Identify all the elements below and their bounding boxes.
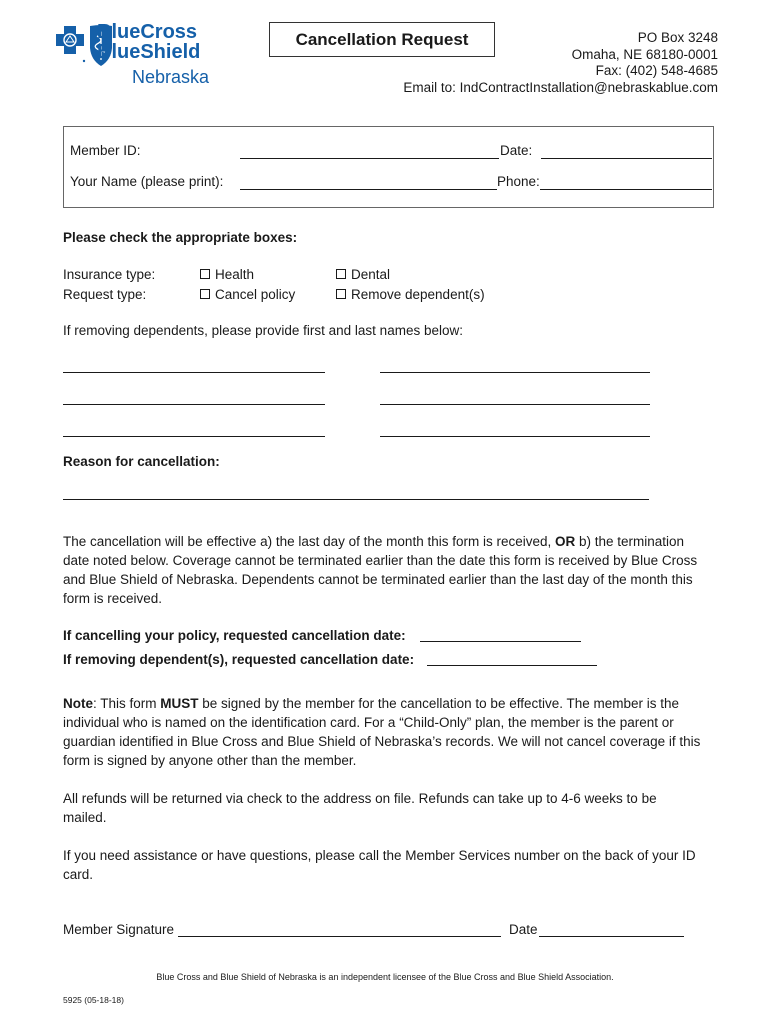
effective-paragraph [63,532,708,608]
dependent-date-field[interactable] [427,665,597,666]
dependent-name-field-1[interactable] [63,372,325,373]
note-text-1: : This form [93,696,161,711]
phone-label: Phone: [497,174,540,189]
remove-dependents-checkbox[interactable] [336,289,346,299]
city-state-zip: Omaha, NE 68180-0001 [571,46,718,62]
note-paragraph [63,694,713,770]
dental-checkbox[interactable] [336,269,346,279]
reason-field[interactable] [63,499,649,500]
dependents-instruction: If removing dependents, please provide first and last names below: [63,323,463,338]
cancel-policy-checkbox[interactable] [200,289,210,299]
cancel-policy-label: Cancel policy [215,287,296,302]
dependent-name-field-4[interactable] [380,404,650,405]
signature-date-field[interactable] [539,936,684,937]
date-field[interactable] [541,158,712,159]
effective-text-2: b) the termination date noted below. Coverage cannot be terminated earlier than the date this form is received by Blue Cross and Blue Shield of Nebraska. Dependents cannot be terminated earlier than the last day of the month this form is received. [63,534,698,606]
note-must: MUST [160,696,199,711]
assistance-paragraph: If you need assistance or have questions, please call the Member Services number on the back of your ID card. [63,848,696,882]
dependent-date-label: If removing dependent(s), requested cancellation date: [63,652,415,667]
note-text-2: be signed by the member for the cancellation to be effective. The member is the individual who is named on the identification card. For a “Child-Only” plan, the member is the parent or guardian identified in Blue Cross and Blue Shield of Nebraska’s records. We will not cancel coverage if this form is signed by anyone other than the member. [63,696,701,768]
dependent-name-field-3[interactable] [63,404,325,405]
member-signature-label: Member Signature [63,922,175,937]
health-label: Health [215,267,255,282]
name-field[interactable] [240,189,497,190]
signature-date-label: Date [509,922,538,937]
note-label: Note [63,696,93,711]
email-address: Email to: IndContractInstallation@nebraskablue.com [403,79,718,95]
policy-date-label: If cancelling your policy, requested cancellation date: [63,628,406,643]
checkbox-heading: Please check the appropriate boxes: [63,230,298,245]
licensee-note: Blue Cross and Blue Shield of Nebraska is an independent licensee of the Blue Cross and Blue Shield Association. [156,972,614,982]
health-checkbox[interactable] [200,269,210,279]
request-type-label: Request type: [63,287,147,302]
member-signature-field[interactable] [178,936,501,937]
dental-label: Dental [351,267,391,282]
policy-date-field[interactable] [420,641,581,642]
effective-text-1: The cancellation will be effective a) the last day of the month this form is received, [63,534,555,549]
date-label: Date: [500,143,533,158]
remove-dependents-label: Remove dependent(s) [351,287,485,302]
reason-heading: Reason for cancellation: [63,454,220,469]
form-number: 5925 (05-18-18) [63,995,124,1005]
brand-line-1: BlueCross [97,21,198,43]
insurance-type-label: Insurance type: [63,267,156,282]
health-option[interactable] [200,267,254,282]
member-id-label: Member ID: [70,143,141,158]
effective-or: OR [555,534,576,549]
brand-line-2: BlueShield [97,41,201,63]
dependent-name-field-6[interactable] [380,436,650,437]
po-box: PO Box 3248 [637,30,718,45]
member-info-box [63,126,714,208]
brand-line-3: Nebraska [132,67,210,87]
fax-number: Fax: (402) 548-4685 [595,63,718,78]
phone-field[interactable] [540,189,712,190]
cancel-policy-option[interactable] [200,287,295,302]
member-id-field[interactable] [240,158,499,159]
page-title: Cancellation Request [269,22,495,57]
dental-option[interactable] [336,267,390,282]
dependent-name-field-2[interactable] [380,372,650,373]
contact-block [403,30,718,96]
refunds-paragraph: All refunds will be returned via check to the address on file. Refunds can take up to 4-6 weeks to be mailed. [63,791,657,825]
name-label: Your Name (please print): [70,174,224,189]
remove-dependents-option[interactable] [336,287,485,302]
dependent-name-field-5[interactable] [63,436,325,437]
